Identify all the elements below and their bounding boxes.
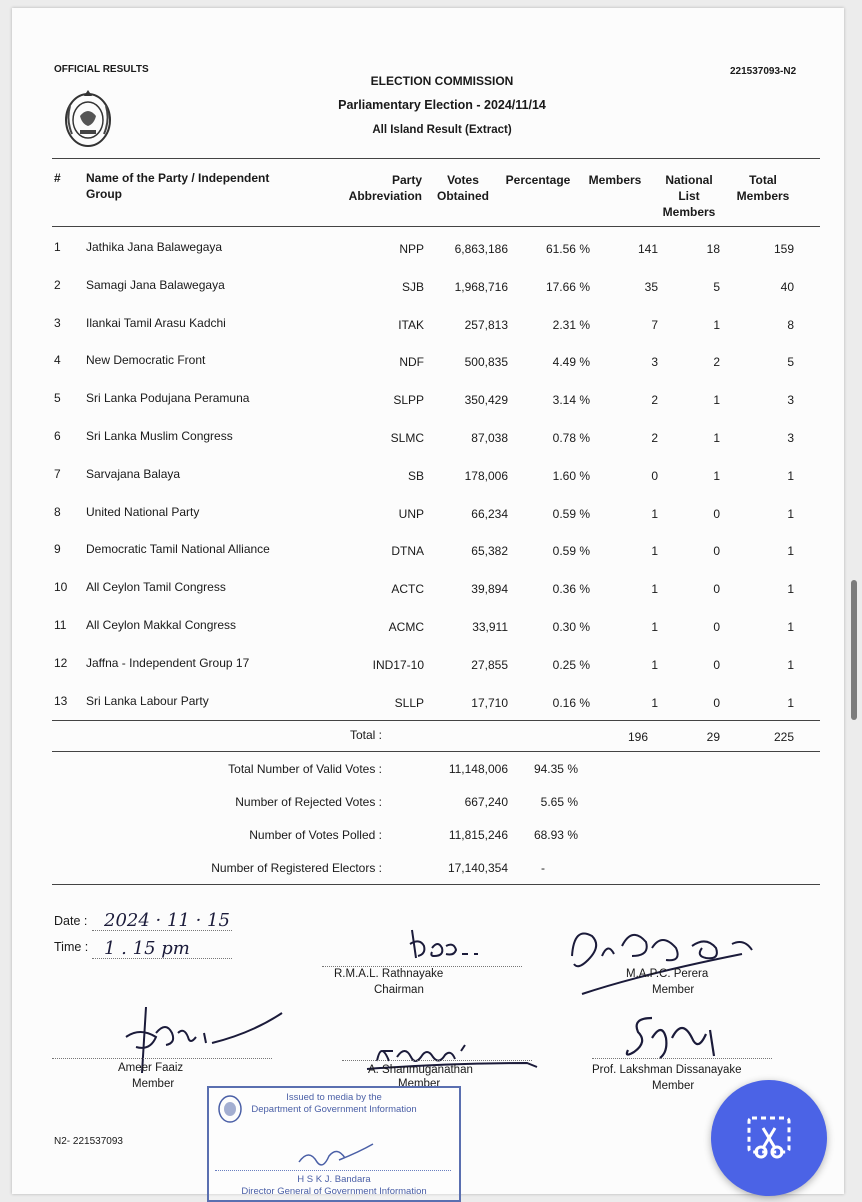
row-party-name: Sri Lanka Podujana Peramuna (86, 391, 250, 406)
row-votes: 178,006 (464, 468, 508, 483)
shanmuganathan-role: Member (398, 1078, 441, 1090)
time-dotted-line (92, 958, 232, 959)
header-num: # (54, 171, 61, 185)
date-handwritten: 2024 · 11 · 15 (104, 910, 230, 931)
row-votes: 6,863,186 (454, 242, 508, 256)
header-name: Name of the Party / Independent (86, 171, 270, 185)
row-percentage: 0.30 % (552, 620, 590, 634)
election-title: Parliamentary Election - 2024/11/14 (338, 98, 546, 112)
row-party-name: Democratic Tamil National Alliance (86, 542, 270, 557)
row-abbr: SB (407, 468, 424, 483)
row-votes: 33,911 (472, 620, 508, 634)
row-party-name: All Ceylon Makkal Congress (86, 618, 237, 632)
row-abbr: DTNA (391, 544, 424, 559)
row-percentage: 1.60 % (552, 468, 590, 483)
row-abbr: SLMC (390, 431, 424, 445)
row-members: 2 (651, 431, 658, 445)
row-national: 0 (713, 544, 720, 559)
header-national-line3: Members (662, 205, 716, 219)
scrollbar[interactable] (851, 580, 857, 720)
total-members: 196 (627, 730, 648, 744)
faaiz-dotted-line (52, 1058, 272, 1059)
summary-label: Number of Registered Electors : (211, 861, 382, 875)
summary-value: 667,240 (464, 795, 508, 809)
row-total: 1 (787, 620, 794, 634)
summary-percentage: - (541, 861, 545, 875)
header-total-line2: Members (736, 189, 790, 203)
summary-label: Number of Rejected Votes : (235, 795, 382, 809)
row-abbr: UNP (398, 506, 424, 521)
table-header-rule (52, 226, 820, 227)
row-national: 5 (713, 279, 720, 294)
document-reference-bottom: N2- 221537093 (54, 1136, 123, 1147)
row-total: 1 (787, 544, 794, 559)
shanmuganathan-name: A. Shanmuganathan (368, 1064, 473, 1076)
row-members: 1 (651, 657, 658, 672)
row-members: 1 (651, 506, 658, 521)
faaiz-name: Ameer Faaiz (118, 1062, 184, 1074)
row-total: 1 (787, 468, 794, 483)
header-votes-line2: Obtained (436, 189, 489, 203)
stamp-name: H S K J. Bandara (297, 1174, 371, 1185)
table-top-rule (52, 158, 820, 159)
scissors-crop-icon (743, 1112, 795, 1164)
header-abbr: Party (391, 173, 422, 187)
dissanayake-role: Member (652, 1080, 695, 1092)
row-abbr: NPP (399, 242, 424, 256)
row-num: 10 (54, 580, 68, 595)
header-national: National (665, 173, 713, 187)
row-abbr: SJB (401, 279, 424, 294)
row-votes: 87,038 (471, 431, 508, 445)
state-emblem-icon (60, 86, 116, 152)
row-national: 2 (713, 355, 720, 370)
row-votes: 66,234 (471, 506, 508, 521)
header-total: Total (749, 173, 777, 187)
row-national: 1 (713, 468, 720, 483)
commission-title: ELECTION COMMISSION (370, 74, 514, 88)
row-abbr: SLLP (394, 695, 424, 710)
row-num: 12 (54, 655, 68, 670)
summary-value: 11,815,246 (448, 828, 508, 842)
time-label: Time : (54, 940, 89, 954)
summary-label: Total Number of Valid Votes : (228, 762, 382, 776)
date-label: Date : (54, 914, 88, 928)
header-national-line2: List (678, 189, 700, 203)
header-members: Members (588, 173, 642, 187)
document-reference: 221537093-N2 (730, 66, 797, 77)
row-votes: 1,968,716 (454, 279, 508, 294)
row-abbr: IND17-10 (372, 657, 424, 672)
row-percentage: 0.59 % (552, 544, 590, 559)
chairman-signature (402, 918, 502, 968)
row-abbr: SLPP (393, 393, 424, 408)
perera-name: M.A.P.C. Perera (626, 968, 709, 980)
row-votes: 27,855 (471, 657, 508, 672)
dissanayake-name: Prof. Lakshman Dissanayake (592, 1064, 742, 1076)
row-num: 3 (54, 315, 61, 330)
row-national: 0 (713, 657, 720, 672)
row-num: 1 (54, 240, 61, 254)
table-body-rule (52, 720, 820, 721)
date-dotted-line (92, 930, 232, 931)
total-rule (52, 751, 820, 752)
row-members: 1 (651, 582, 658, 597)
row-total: 159 (773, 242, 794, 256)
row-percentage: 17.66 % (545, 279, 590, 294)
shanmuganathan-dotted-line (342, 1060, 532, 1061)
row-total: 5 (787, 355, 794, 370)
row-num: 4 (54, 353, 61, 368)
row-abbr: ACTC (391, 582, 424, 597)
row-national: 0 (713, 695, 720, 710)
row-percentage: 0.25 % (552, 657, 590, 672)
row-percentage: 0.78 % (552, 431, 590, 445)
official-results-label: OFFICIAL RESULTS (54, 64, 149, 75)
row-national: 18 (706, 242, 720, 256)
results-document (12, 8, 844, 1197)
row-percentage: 0.36 % (552, 582, 590, 597)
row-percentage: 2.31 % (552, 317, 590, 332)
header-name-line2: Group (86, 187, 122, 201)
summary-label: Number of Votes Polled : (249, 828, 382, 842)
row-total: 8 (787, 317, 794, 332)
header-percentage: Percentage (505, 173, 571, 187)
row-members: 1 (651, 695, 658, 710)
row-num: 11 (54, 618, 67, 632)
row-party-name: Sri Lanka Muslim Congress (86, 429, 233, 443)
row-num: 7 (54, 466, 61, 481)
row-members: 2 (651, 393, 658, 408)
stamp-line1: Issued to media by the (286, 1092, 382, 1103)
chairman-name: R.M.A.L. Rathnayake (334, 968, 444, 980)
dissanayake-dotted-line (592, 1058, 772, 1059)
row-percentage: 0.59 % (552, 506, 590, 521)
stamp-dotted-line (215, 1170, 451, 1171)
row-total: 1 (787, 695, 794, 710)
row-total: 1 (787, 582, 794, 597)
row-members: 7 (651, 317, 658, 332)
row-party-name: Samagi Jana Balawegaya (86, 277, 225, 292)
row-num: 8 (54, 504, 61, 519)
row-abbr: ITAK (398, 317, 424, 332)
row-members: 141 (637, 242, 658, 256)
summary-value: 17,140,354 (447, 861, 508, 875)
header-votes: Votes (447, 173, 479, 187)
row-percentage: 0.16 % (552, 695, 590, 710)
row-party-name: United National Party (86, 504, 200, 519)
row-votes: 500,835 (464, 355, 508, 370)
row-members: 1 (651, 620, 658, 634)
row-members: 0 (651, 468, 658, 483)
row-party-name: Sarvajana Balaya (86, 466, 181, 481)
total-total: 225 (773, 730, 794, 744)
row-votes: 65,382 (471, 544, 508, 559)
row-percentage: 61.56 % (545, 242, 590, 256)
summary-percentage: 5.65 % (540, 795, 578, 809)
media-issue-stamp (207, 1086, 461, 1202)
row-votes: 350,429 (464, 393, 508, 408)
row-votes: 17,710 (471, 695, 508, 710)
row-num: 5 (54, 391, 61, 406)
row-members: 3 (651, 355, 658, 370)
summary-percentage: 94.35 % (533, 762, 578, 776)
row-party-name: Jaffna - Independent Group 17 (86, 655, 250, 670)
row-national: 0 (713, 582, 720, 597)
row-total: 3 (787, 393, 794, 408)
row-party-name: New Democratic Front (86, 353, 206, 368)
row-num: 13 (54, 693, 68, 708)
chairman-dotted-line (322, 966, 522, 967)
row-members: 35 (644, 279, 658, 294)
row-votes: 257,813 (464, 317, 508, 332)
perera-role: Member (652, 984, 695, 996)
extract-title: All Island Result (Extract) (372, 124, 512, 136)
row-party-name: All Ceylon Tamil Congress (86, 580, 226, 595)
row-party-name: Ilankai Tamil Arasu Kadchi (86, 315, 226, 330)
summary-percentage: 68.93 % (533, 828, 578, 842)
row-abbr: ACMC (388, 620, 424, 634)
row-total: 3 (787, 431, 794, 445)
row-percentage: 3.14 % (552, 393, 590, 408)
screenshot-crop-button[interactable] (711, 1080, 827, 1196)
row-abbr: NDF (399, 355, 424, 370)
row-total: 1 (787, 506, 794, 521)
row-votes: 39,894 (471, 582, 508, 597)
row-party-name: Sri Lanka Labour Party (86, 693, 209, 708)
row-total: 40 (780, 279, 794, 294)
row-members: 1 (651, 544, 658, 559)
total-label: Total : (349, 728, 382, 742)
stamp-title: Director General of Government Information (241, 1186, 427, 1197)
row-national: 0 (713, 620, 720, 634)
row-national: 1 (713, 431, 720, 445)
chairman-role: Chairman (374, 984, 424, 996)
row-num: 9 (54, 542, 61, 557)
stamp-signature (289, 1142, 379, 1172)
row-num: 6 (54, 429, 61, 443)
summary-value: 11,148,006 (448, 762, 508, 776)
row-national: 0 (713, 506, 720, 521)
row-national: 1 (713, 317, 720, 332)
faaiz-role: Member (132, 1078, 175, 1090)
header-abbr-line2: Abbreviation (348, 189, 422, 203)
row-percentage: 4.49 % (552, 355, 590, 370)
total-national: 29 (706, 730, 720, 744)
row-num: 2 (54, 277, 61, 292)
row-national: 1 (713, 393, 720, 408)
row-total: 1 (787, 657, 794, 672)
row-party-name: Jathika Jana Balawegaya (86, 240, 223, 254)
stamp-line2: Department of Government Information (251, 1104, 417, 1115)
time-handwritten: 1 . 15 pm (104, 938, 190, 959)
table-bottom-rule (52, 884, 820, 885)
